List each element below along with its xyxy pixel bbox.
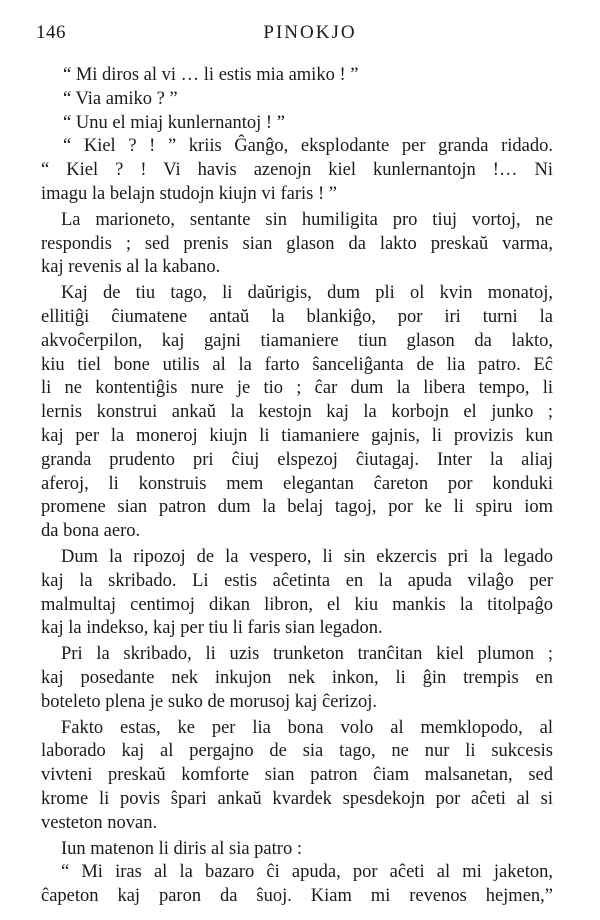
body-text (41, 64, 553, 909)
text-line: da bona aero. (41, 521, 141, 542)
text-line: kaj per la moneroj kiujn li tiamaniere gajnis, li provizis kun (41, 425, 553, 446)
text-line: Kaj de tiu tago, li daŭrigis, dum pli ol kvin monatoj, (61, 283, 553, 304)
text-line: boteleto plena je suko de morusoj kaj ĉerizoj. (41, 691, 377, 712)
text-line: lernis konstrui ankaŭ la kestojn kaj la korbojn el junko ; (41, 402, 553, 423)
text-line: promene sian patron dum la belaj tagoj, por ke li spiru iom (41, 497, 553, 518)
text-line: imagu la belajn studojn kiujn vi faris ! ” (41, 183, 337, 204)
text-line: kaj la skribado. Li estis aĉetinta en la apuda vilaĝo per (41, 570, 553, 591)
text-line: aferoj, li konstruis mem elegantan ĉareton por konduki (41, 473, 553, 494)
text-line: La marioneto, sentante sin humiligita pro tiuj vortoj, ne (61, 209, 553, 230)
text-line: Fakto estas, ke per lia bona volo al memklopodo, al (61, 717, 553, 738)
text-line: “ Unu el miaj kunlernantoj ! ” (63, 112, 285, 133)
text-line: “ Via amiko ? ” (63, 88, 178, 109)
text-line: granda prudento pri ĉiuj elspezoj ĉiutagaj. Inter la aliaj (41, 449, 553, 470)
text-line: laborado kaj al pergajno de sia tago, ne nur li sukcesis (41, 741, 553, 762)
text-line: ellitiĝi ĉiumatene antaŭ la blankiĝo, por iri turni la (41, 306, 553, 327)
text-line: malmultaj centimoj dikan libron, el kiu mankis la titolpaĝo (41, 594, 553, 615)
text-line: akvoĉerpilon, kaj gajni tiamaniere tiun glason da lakto, (41, 330, 553, 351)
page-number: 146 (36, 22, 66, 43)
text-line: ĉapeton kaj paron da ŝuoj. Kiam mi revenos hejmen,” (41, 886, 553, 907)
running-title: PINOKJO (263, 22, 357, 43)
text-line: “ Mi diros al vi … li estis mia amiko ! ” (63, 65, 359, 85)
text-line: “ Mi iras al la bazaro ĉi apuda, por aĉeti al mi jaketon, (61, 862, 553, 883)
text-line: kaj posedante nek inkujon nek inkon, li ĝin trempis en (41, 667, 553, 688)
text-line: kaj revenis al la kabano. (41, 257, 221, 278)
text-line: Dum la ripozoj de la vespero, li sin ekzercis pri la legado (61, 546, 553, 567)
text-line: kiu tiel bone utilis al la farto ŝanceliĝanta de lia patro. Eĉ (41, 354, 553, 375)
text-line: “ Kiel ? ! Vi havis azenojn kiel kunlernantojn !… Ni (41, 160, 553, 181)
page-header (36, 22, 562, 48)
text-line: Pri la skribado, li uzis trunketon tranĉitan kiel plumon ; (61, 644, 553, 665)
text-line: Iun matenon li diris al sia patro : (61, 838, 302, 859)
text-line: krome li povis ŝpari ankaŭ kvardek spesdekojn por aĉeti al si (41, 788, 553, 809)
text-line: respondis ; sed prenis sian glason da lakto preskaŭ varma, (41, 233, 553, 254)
text-line: li ne kontentiĝis nure je tio ; ĉar dum la libera tempo, li (41, 378, 553, 399)
text-line: vivteni preskaŭ komforte sian patron ĉiam malsanetan, sed (41, 765, 553, 786)
text-line: vesteton novan. (41, 812, 158, 833)
text-line: kaj la indekso, kaj per tiu li faris sian legadon. (41, 618, 383, 639)
text-line: “ Kiel ? ! ” kriis Ĝanĝo, eksplodante per granda ridado. (63, 136, 553, 157)
